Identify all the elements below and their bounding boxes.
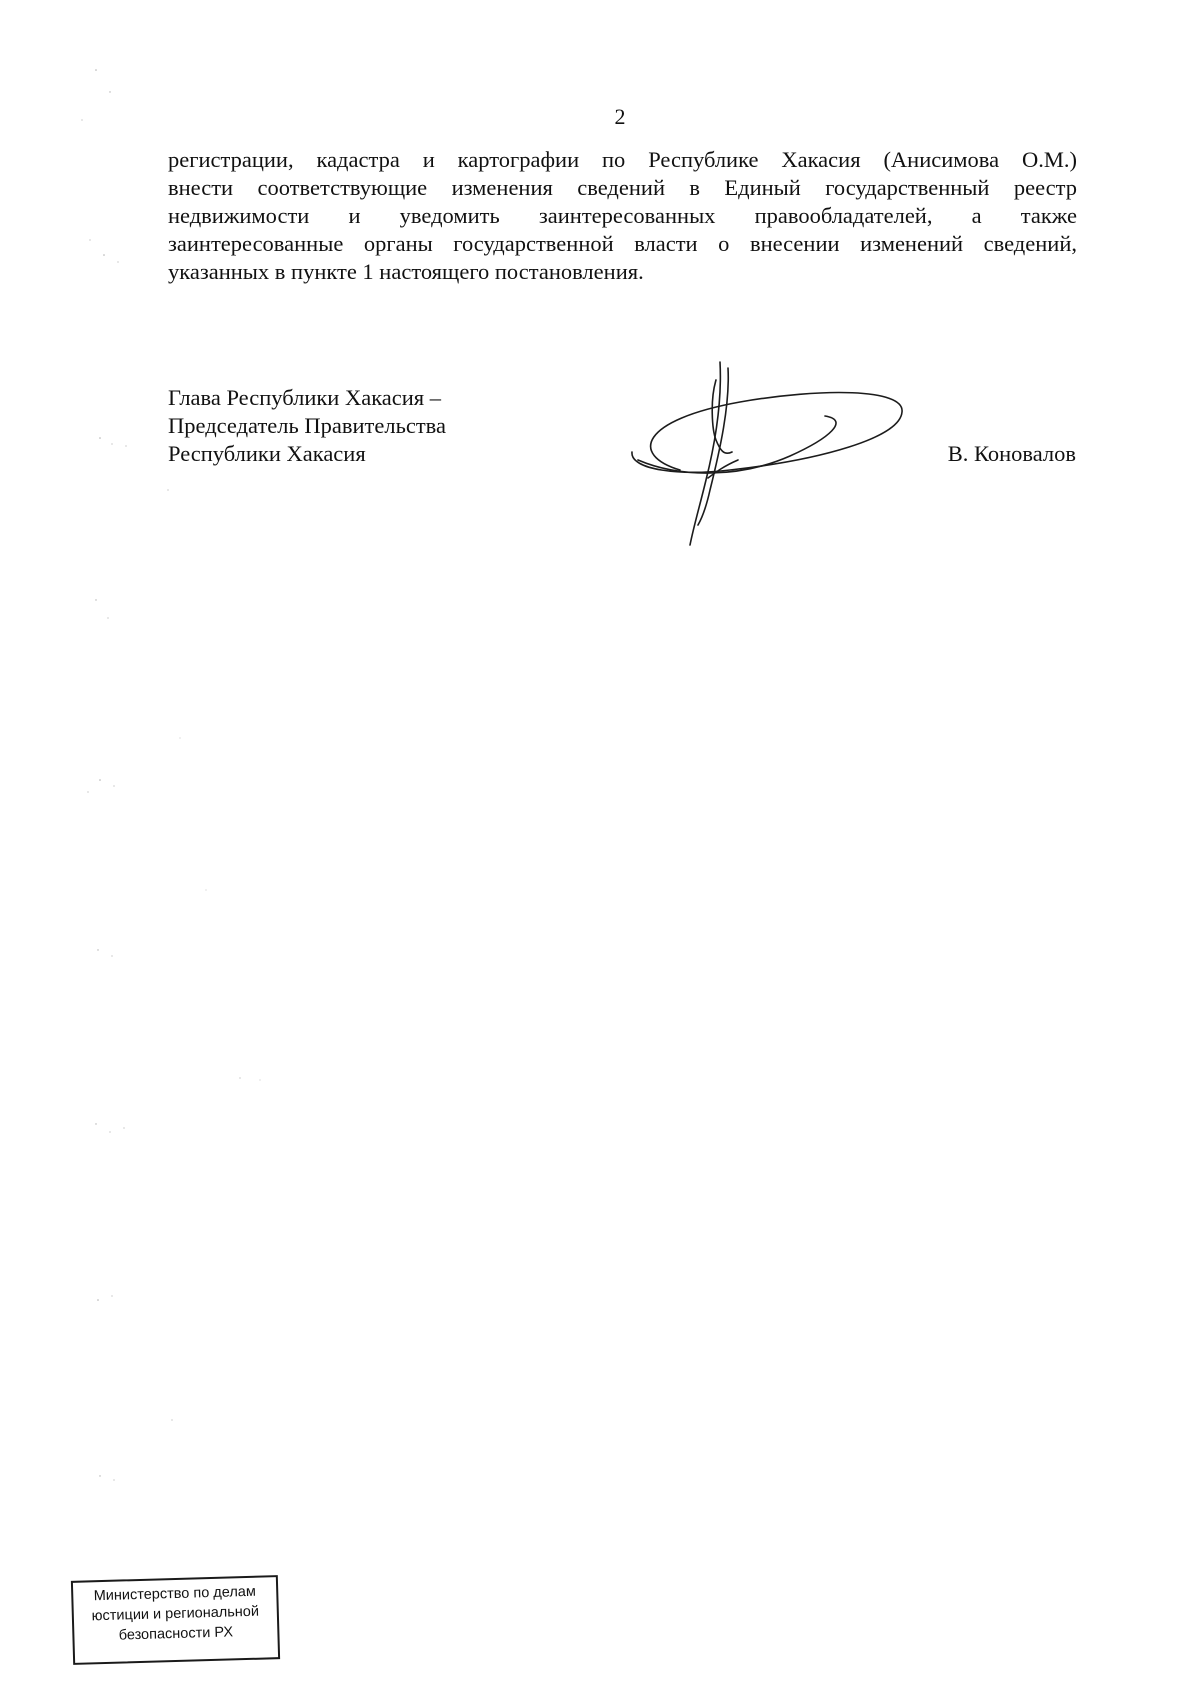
body-line: внести соответствующие изменения сведений в Единый государственный реестр [168,175,1077,200]
body-line: заинтересованные органы государственной власти о внесении изменений сведений, [168,231,1077,256]
signatory-title [168,384,446,468]
page-number: 2 [614,104,626,129]
signatory-title-line: Глава Республики Хакасия – [168,385,442,410]
signatory-title-line: Председатель Правительства [168,413,446,438]
signatory-title-line: Республики Хакасия [168,441,366,466]
stamp-line: безопасности РХ [118,1624,234,1644]
signer-name: В. Коновалов [947,441,1076,466]
registration-stamp [71,1575,280,1665]
handwritten-signature [620,360,920,550]
stamp-line: юстиции и региональной [91,1603,260,1625]
body-line: регистрации, кадастра и картографии по Республике Хакасия (Анисимова О.М.) [168,147,1077,172]
body-line: указанных в пункте 1 настоящего постановления. [168,259,644,284]
body-line: недвижимости и уведомить заинтересованных правообладателей, а также [168,203,1077,228]
stamp-line: Министерство по делам [93,1583,257,1605]
body-paragraph [168,146,1077,286]
